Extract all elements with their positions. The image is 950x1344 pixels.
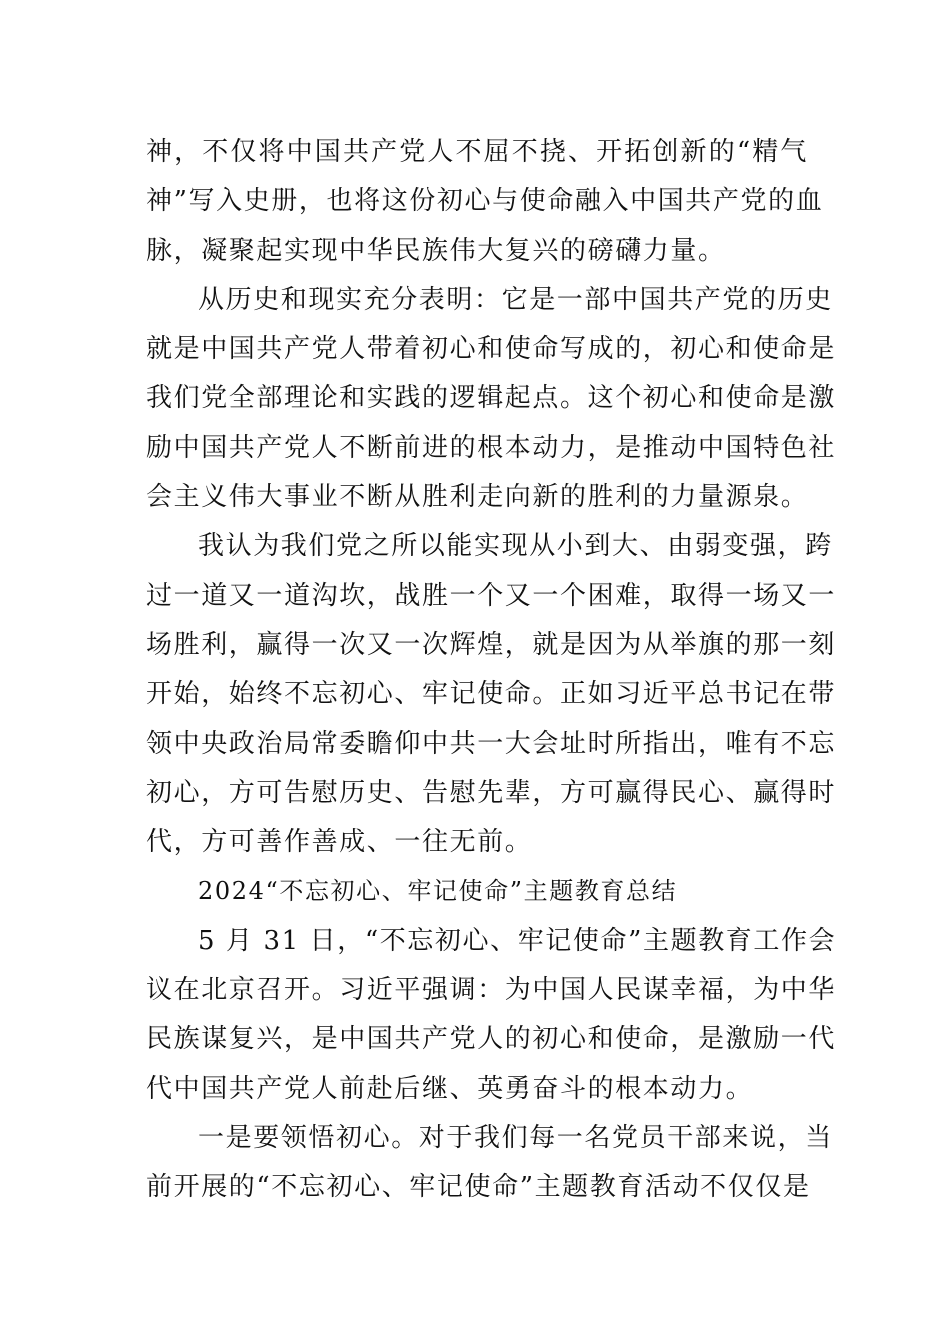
- text-line: 代，方可善作善成、一往无前。: [146, 827, 533, 858]
- text-line: 我们党全部理论和实践的逻辑起点。这个初心和使命是激: [146, 383, 837, 414]
- document-body: [146, 128, 837, 1213]
- text-line: 过一道又一道沟坎，战胜一个又一个困难，取得一场又一: [146, 580, 837, 611]
- text-line: 神”写入史册，也将这份初心与使命融入中国共产党的血: [146, 186, 824, 217]
- text-line: 代中国共产党人前赴后继、英勇奋斗的根本动力。: [146, 1073, 754, 1104]
- text-line: 励中国共产党人不断前进的根本动力，是推动中国特色社: [146, 432, 837, 463]
- text-line: 一是要领悟初心。对于我们每一名党员干部来说，当: [198, 1122, 833, 1153]
- text-line: 5 月 31 日，“不忘初心、牢记使命”主题教育工作会: [198, 925, 837, 956]
- text-line: 议在北京召开。习近平强调：为中国人民谋幸福，为中华: [146, 975, 837, 1006]
- text-line: 场胜利，赢得一次又一次辉煌，就是因为从举旗的那一刻: [146, 629, 837, 660]
- text-line: 我认为我们党之所以能实现从小到大、由弱变强，跨: [198, 531, 833, 562]
- paragraph: [146, 522, 837, 867]
- paragraph: [146, 917, 837, 1114]
- text-line: 开始，始终不忘初心、牢记使命。正如习近平总书记在带: [146, 679, 837, 710]
- heading-text: 2024“不忘初心、牢记使命”主题教育总结: [198, 877, 678, 906]
- text-line: 从历史和现实充分表明：它是一部中国共产党的历史: [198, 284, 833, 315]
- paragraph: [146, 128, 824, 276]
- text-line: 前开展的“不忘初心、牢记使命”主题教育活动不仅仅是: [146, 1172, 811, 1203]
- text-line: 领中央政治局常委瞻仰中共一大会址时所指出，唯有不忘: [146, 728, 837, 759]
- text-line: 脉，凝聚起实现中华民族伟大复兴的磅礴力量。: [146, 235, 726, 266]
- text-line: 会主义伟大事业不断从胜利走向新的胜利的力量源泉。: [146, 482, 809, 513]
- section-heading: [146, 867, 808, 916]
- paragraph: [146, 276, 837, 522]
- text-line: 神，不仅将中国共产党人不屈不挠、开拓创新的“精气: [146, 137, 808, 167]
- text-line: 民族谋复兴，是中国共产党人的初心和使命，是激励一代: [146, 1024, 837, 1055]
- paragraph: [146, 1114, 833, 1213]
- text-line: 初心，方可告慰历史、告慰先辈，方可赢得民心、赢得时: [146, 777, 837, 808]
- text-line: 就是中国共产党人带着初心和使命写成的，初心和使命是: [146, 334, 837, 365]
